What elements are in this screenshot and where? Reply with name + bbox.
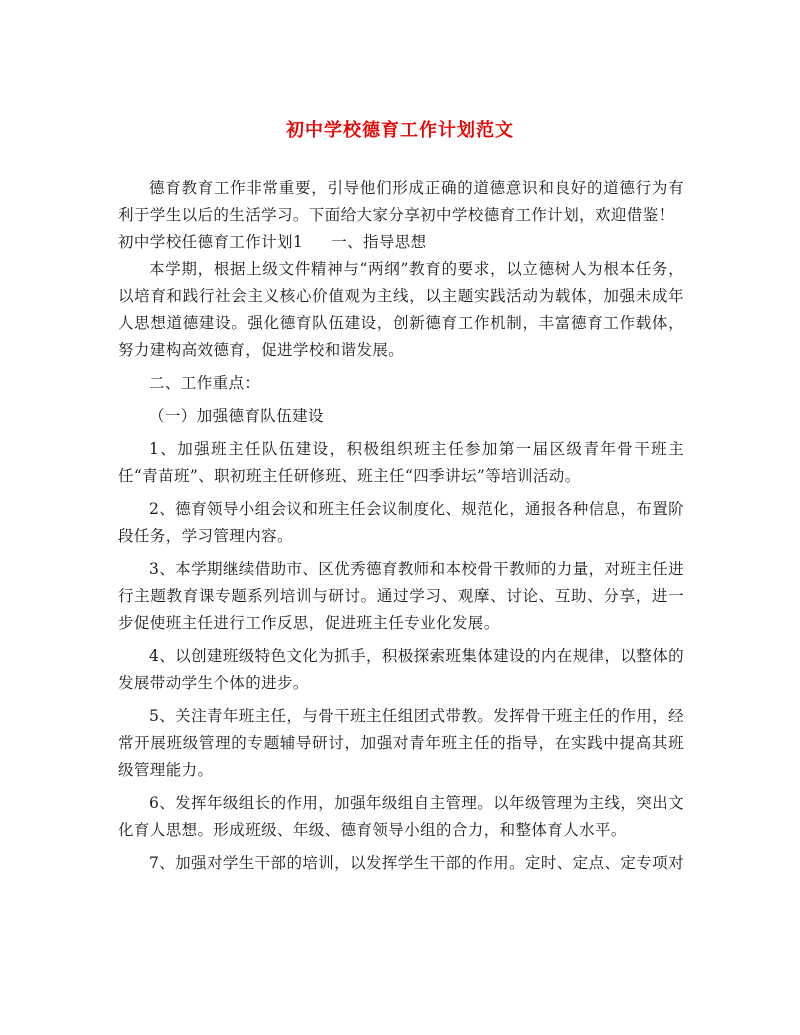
list-item: 2、德育领导小组会议和班主任会议制度化、规范化，通报各种信息，布置阶段任务，学习管理内容。 <box>118 500 684 545</box>
list-item: 7、加强对学生干部的培训，以发挥学生干部的作用。定时、定点、定专项对 <box>149 854 684 872</box>
subsection-heading-team: （一）加强德育队伍建设 <box>149 407 324 425</box>
plan-label: 初中学校任德育工作计划1 <box>118 233 304 251</box>
list-item: 1、加强班主任队伍建设，积极组织班主任参加第一届区级青年骨干班主任“青苗班”、职初班主任研修班、班主任“四季讲坛”等培训活动。 <box>118 440 684 485</box>
section-heading-guiding: 一、指导思想 <box>331 233 427 251</box>
document-title: 初中学校德育工作计划范文 <box>286 120 514 141</box>
guiding-paragraph: 本学期，根据上级文件精神与“两纲”教育的要求，以立德树人为根本任务，以培育和践行社会主义核心价值观为主线，以主题实践活动为载体，加强未成年人思想道德建设。强化德育队伍建设，创新德育工作机制，丰富德育工作载体，努力建构高效德育，促进学校和谐发展。 <box>118 260 684 359</box>
plan-heading-line <box>118 229 684 256</box>
list-item: 4、以创建班级特色文化为抓手，积极探索班集体建设的内在规律，以整体的发展带动学生个体的进步。 <box>118 647 684 692</box>
list-item: 3、本学期继续借助市、区优秀德育教师和本校骨干教师的力量，对班主任进行主题教育课专题系列培训与研讨。通过学习、观摩、讨论、互助、分享，进一步促使班主任进行工作反思，促进班主任专业化发展。 <box>118 560 684 632</box>
list-item: 6、发挥年级组长的作用，加强年级组自主管理。以年级管理为主线，突出文化育人思想。形成班级、年级、德育领导小组的合力，和整体育人水平。 <box>118 794 684 839</box>
intro-paragraph: 德育教育工作非常重要，引导他们形成正确的道德意识和良好的道德行为有利于学生以后的生活学习。下面给大家分享初中学校德育工作计划，欢迎借鉴！ <box>118 179 684 224</box>
list-item: 5、关注青年班主任，与骨干班主任组团式带教。发挥骨干班主任的作用，经常开展班级管理的专题辅导研讨，加强对青年班主任的指导，在实践中提高其班级管理能力。 <box>118 707 684 779</box>
section-heading-focus: 二、工作重点： <box>149 374 261 392</box>
document-body <box>118 175 684 877</box>
